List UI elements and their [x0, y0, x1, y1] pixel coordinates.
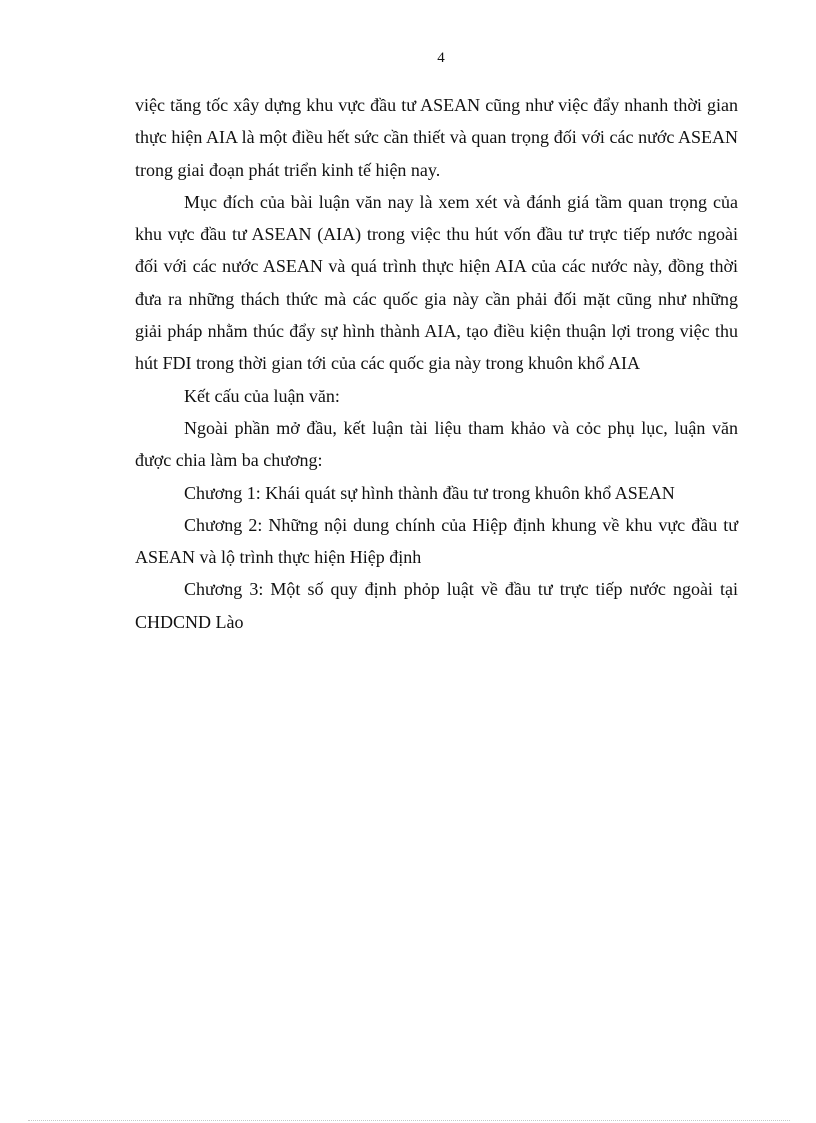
paragraph-structure-heading: Kết cấu của luận văn:	[184, 385, 340, 406]
page-bottom-divider	[28, 1120, 790, 1121]
paragraph-purpose: Mục đích của bài luận văn nay là xem xét và đánh giá tầm quan trọng của khu vực đầu tư ASEAN (AIA) trong việc thu hút vốn đầu tư trực tiếp nước ngoài đối với các nước ASEAN và quá trình thực hiện AIA của các nước này, đồng thời đưa ra những thách thức mà các quốc gia này cần phải đối mặt cũng như những giải pháp nhằm thúc đẩy sự hình thành AIA, tạo điều kiện thuận lợi trong việc thu hút FDI trong thời gian tới của các quốc gia này trong khuôn khổ AIA	[135, 191, 738, 374]
chapter-2-item: Chương 2: Những nội dung chính của Hiệp định khung về khu vực đầu tư ASEAN và lộ trình thực hiện Hiệp định	[135, 514, 738, 568]
paragraph-structure-intro: Ngoài phần mở đầu, kết luận tài liệu tham khảo và cỏc phụ lục, luận văn được chia làm ba chương:	[135, 417, 738, 471]
chapter-3-item: Chương 3: Một số quy định phỏp luật về đầu tư trực tiếp nước ngoài tại CHDCND Lào	[135, 579, 738, 632]
document-body	[135, 89, 738, 638]
paragraph-continuation: việc tăng tốc xây dựng khu vực đầu tư ASEAN cũng như việc đẩy nhanh thời gian thực hiện AIA là một điều hết sức cần thiết và quan trọng đối với các nước ASEAN trong giai đoạn phát triển kinh tế hiện nay.	[135, 95, 738, 180]
page-number: 4	[437, 50, 445, 66]
chapter-1-item: Chương 1: Khái quát sự hình thành đầu tư trong khuôn khổ ASEAN	[184, 482, 675, 503]
